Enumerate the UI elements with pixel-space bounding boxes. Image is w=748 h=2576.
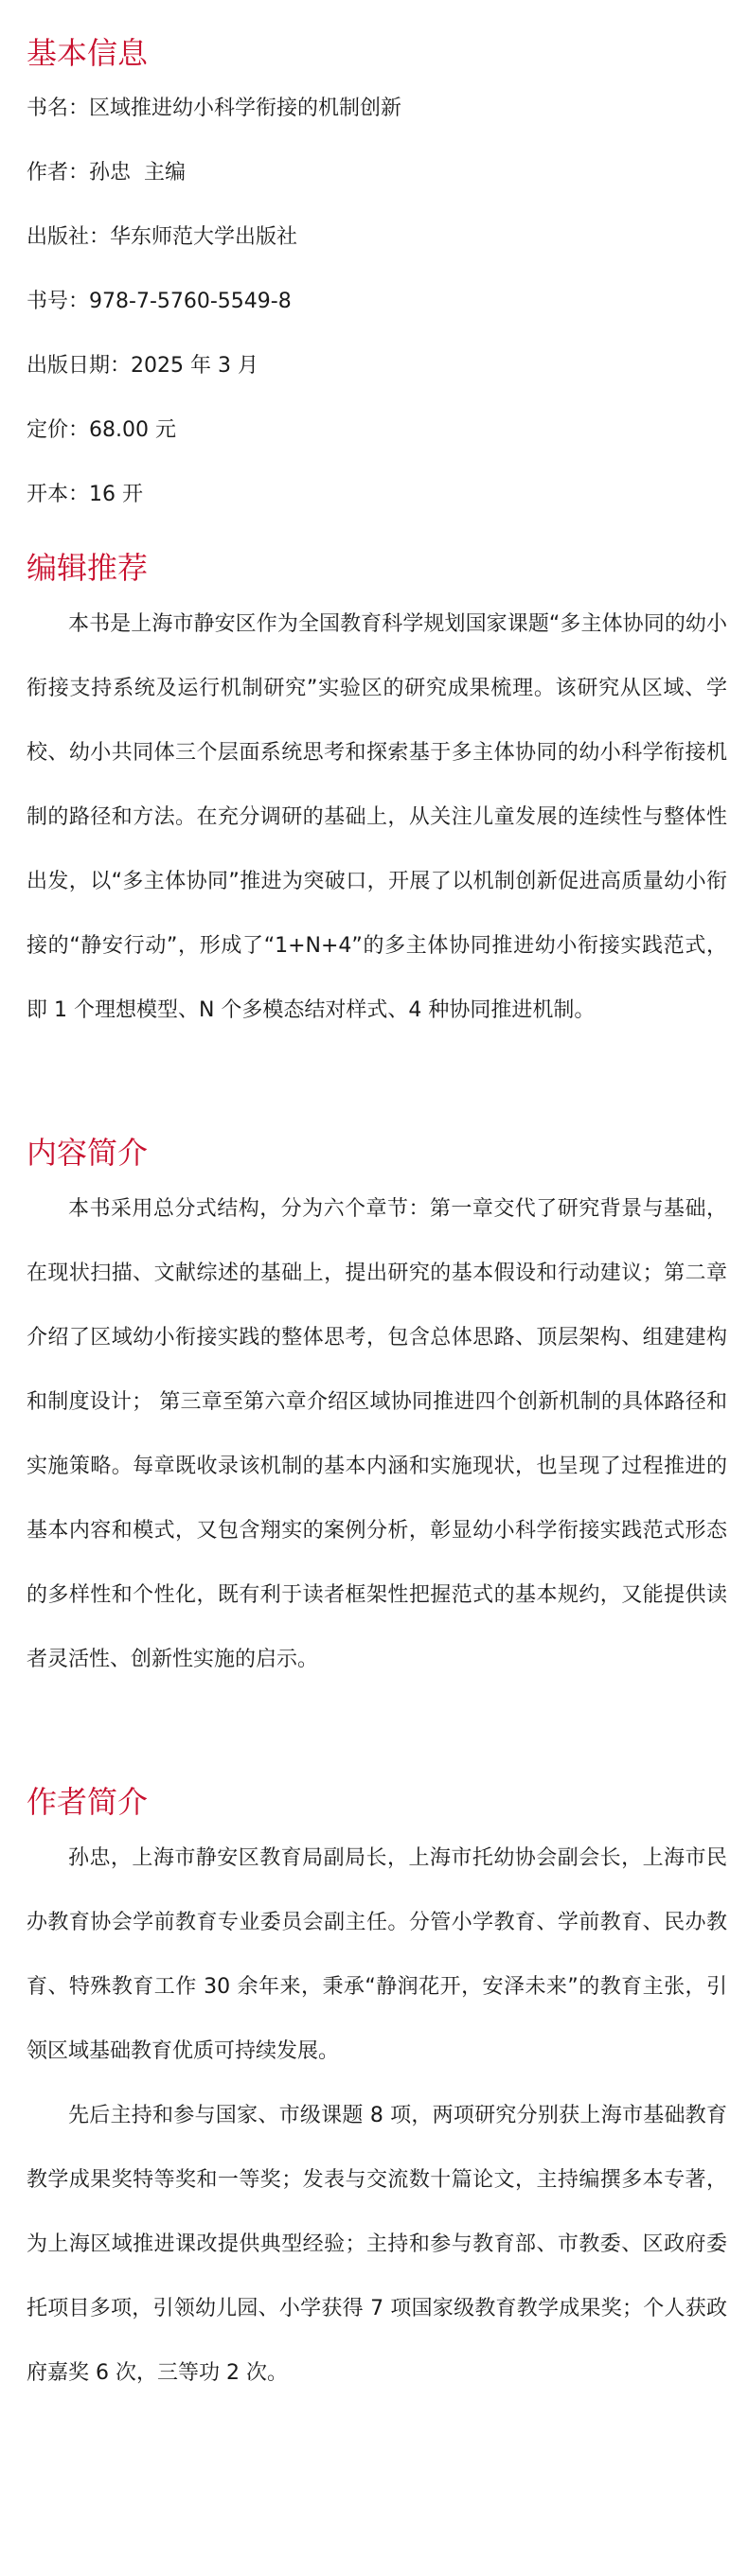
info-item-book-title xyxy=(27,95,727,123)
info-label: 作者： xyxy=(27,161,90,185)
info-item-publisher xyxy=(27,223,727,252)
info-item-format xyxy=(27,481,727,509)
info-value: 区域推进幼小科学衔接的机制创新 xyxy=(89,97,402,120)
info-item-author xyxy=(27,159,727,187)
info-label: 开本： xyxy=(27,483,90,506)
info-value: 华东师范大学出版社 xyxy=(110,225,298,249)
author-intro-body xyxy=(27,1826,727,2406)
content-intro-body xyxy=(27,1177,727,1692)
info-value: 孙忠 主编 xyxy=(89,161,187,185)
info-value: 16 开 xyxy=(89,483,144,506)
content-intro-section xyxy=(27,1132,727,1692)
paragraph: 本书采用总分式结构，分为六个章节：第一章交代了研究背景与基础，在现状扫描、文献综述的基础上，提出研究的基本假设和行动建议；第二章介绍了区域幼小衔接实践的整体思考，包含总体思路、顶层架构、组建建构和制度设计； 第三章至第六章介绍区域协同推进四个创新机制的具体路径和实施策略。每章既收录该机制的基本内涵和实施现状，也呈现了过程推进的基本内容和模式，又包含翔实的案例分析，彰显幼小科学衔接实践范式形态的多样性和个性化，既有利于读者框架性把握范式的基本规约，又能提供读者灵活性、创新性实施的启示。 xyxy=(27,1197,727,1671)
paragraph: 先后主持和参与国家、市级课题 8 项，两项研究分别获上海市基础教育教学成果奖特等奖和一等奖；发表与交流数十篇论文，主持编撰多本专著，为上海区域推进课改提供典型经验；主持和参与教育部、市教委、区政府委托项目多项，引领幼儿园、小学获得 7 项国家级教育教学成果奖；个人获政府嘉奖 6 次，三等功 2 次。 xyxy=(27,2104,727,2385)
editor-recommend-body xyxy=(27,592,727,1043)
paragraph: 孙忠，上海市静安区教育局副局长，上海市托幼协会副会长，上海市民办教育协会学前教育专业委员会副主任。分管小学教育、学前教育、民办教育、特殊教育工作 30 余年来，秉承“静润花开，安泽未来”的教育主张，引领区域基础教育优质可持续发展。 xyxy=(27,1846,727,2063)
info-value: 978-7-5760-5549-8 xyxy=(89,290,292,313)
info-item-price xyxy=(27,416,727,445)
info-item-publish-date xyxy=(27,352,727,380)
author-intro-title: 作者简介 xyxy=(27,1784,149,1820)
author-intro-section xyxy=(27,1781,727,2406)
info-value: 68.00 元 xyxy=(89,418,176,442)
info-label: 出版社： xyxy=(27,225,111,249)
editor-recommend-section xyxy=(27,547,727,1043)
info-label: 书名： xyxy=(27,97,90,120)
content-intro-title: 内容简介 xyxy=(27,1135,149,1171)
info-label: 书号： xyxy=(27,290,90,313)
basic-info-section xyxy=(27,32,727,509)
editor-recommend-title: 编辑推荐 xyxy=(27,550,149,586)
book-info-page xyxy=(27,32,727,2406)
paragraph: 本书是上海市静安区作为全国教育科学规划国家课题“多主体协同的幼小衔接支持系统及运行机制研究”实验区的研究成果梳理。该研究从区域、学校、幼小共同体三个层面系统思考和探索基于多主体协同的幼小科学衔接机制的路径和方法。在充分调研的基础上，从关注儿童发展的连续性与整体性出发，以“多主体协同”推进为突破口，开展了以机制创新促进高质量幼小衔接的“静安行动”，形成了“1+N+4”的多主体协同推进幼小衔接实践范式，即 1 个理想模型、N 个多模态结对样式、4 种协同推进机制。 xyxy=(27,612,727,1022)
basic-info-title: 基本信息 xyxy=(27,35,149,71)
info-label: 出版日期： xyxy=(27,354,132,378)
basic-info-list xyxy=(27,95,727,509)
info-value: 2025 年 3 月 xyxy=(131,354,258,378)
info-item-isbn xyxy=(27,288,727,316)
info-label: 定价： xyxy=(27,418,90,442)
